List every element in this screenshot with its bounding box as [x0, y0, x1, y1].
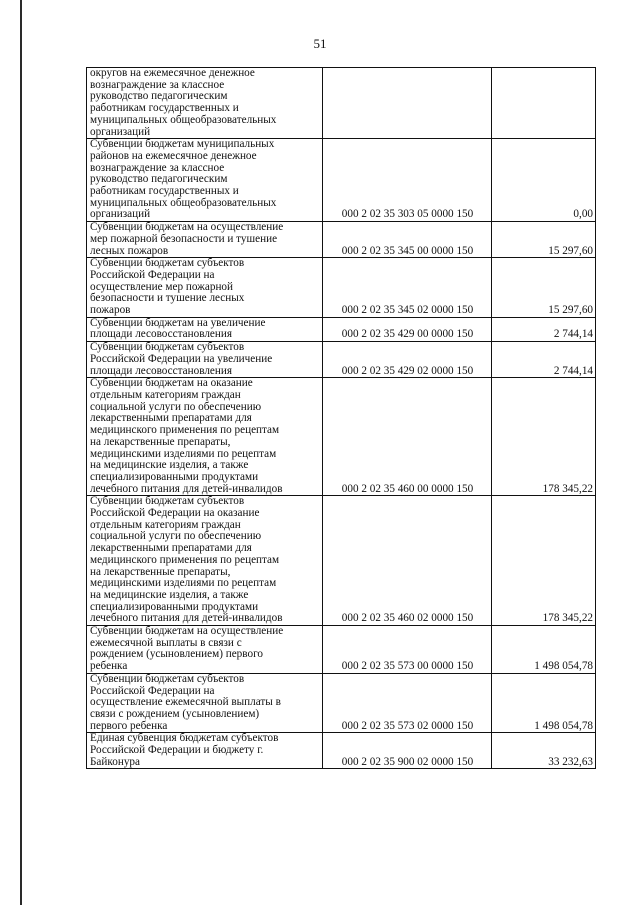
table-row: [87, 673, 596, 733]
row-name-line: Субвенции бюджетам субъектов: [90, 257, 245, 270]
row-code-cell: 000 2 02 35 573 02 0000 150: [323, 673, 492, 733]
row-name-line: руководство педагогическим: [90, 90, 228, 103]
row-name-line: мер пожарной безопасности и тушение: [90, 232, 278, 245]
row-code-cell: 000 2 02 35 303 05 0000 150: [323, 139, 492, 222]
row-amount-cell: [492, 68, 596, 139]
row-name-line: Российской Федерации на: [90, 268, 215, 281]
table-row: [87, 222, 596, 258]
row-name-line: безопасности и тушение лесных: [90, 292, 245, 305]
table-row: [87, 496, 596, 626]
table-body: [87, 68, 596, 769]
row-name-line: отдельным категориям граждан: [90, 388, 241, 401]
row-name-cell: [87, 673, 323, 733]
row-code-cell: 000 2 02 35 460 00 0000 150: [323, 378, 492, 496]
row-name-cell: [87, 317, 323, 341]
row-name-line: Субвенции бюджетам субъектов: [90, 495, 245, 508]
row-name-line: Субвенции бюджетам субъектов: [90, 341, 245, 354]
page-number: 51: [313, 36, 327, 51]
row-name-line: ребенка: [90, 660, 128, 673]
row-name-line: лекарственными препаратами для: [90, 542, 252, 555]
table-row: [87, 626, 596, 674]
row-name-line: рождением (усыновлением) первого: [90, 648, 263, 661]
row-name-line: на лекарственные препараты,: [90, 435, 231, 448]
row-name-line: первого ребенка: [90, 719, 168, 732]
row-amount-cell: 15 297,60: [492, 222, 596, 258]
row-code-cell: 000 2 02 35 573 00 0000 150: [323, 626, 492, 674]
table-row: [87, 68, 596, 139]
table-row: [87, 139, 596, 222]
row-name-line: осуществление ежемесячной выплаты в: [90, 696, 281, 709]
row-name-line: специализированными продуктами: [90, 470, 259, 483]
row-name-line: лесных пожаров: [90, 244, 169, 257]
row-name-line: социальной услуги по обеспечению: [90, 530, 262, 543]
row-name-line: социальной услуги по обеспечению: [90, 400, 262, 413]
row-code-cell: 000 2 02 35 345 02 0000 150: [323, 258, 492, 318]
row-name-line: районов на ежемесячное денежное: [90, 149, 257, 162]
row-amount-cell: 178 345,22: [492, 378, 596, 496]
row-name-line: руководство педагогическим: [90, 173, 228, 186]
row-name-cell: [87, 258, 323, 318]
row-amount-cell: 178 345,22: [492, 496, 596, 626]
row-name-line: работникам государственных и: [90, 102, 239, 115]
row-name-line: медицинскими изделиями по рецептам: [90, 447, 277, 460]
row-amount-cell: 2 744,14: [492, 317, 596, 341]
row-name-cell: [87, 342, 323, 378]
row-name-line: Байконура: [90, 755, 140, 768]
row-name-line: работникам государственных и: [90, 185, 239, 198]
row-name-line: площади лесовосстановления: [90, 364, 232, 377]
row-name-line: вознаграждение за классное: [90, 78, 225, 91]
row-name-line: Российской Федерации на: [90, 684, 215, 697]
row-name-line: медицинскими изделиями по рецептам: [90, 577, 277, 590]
row-amount-cell: 0,00: [492, 139, 596, 222]
row-name-cell: [87, 139, 323, 222]
row-name-line: лечебного питания для детей-инвалидов: [90, 612, 283, 625]
row-name-cell: [87, 378, 323, 496]
row-name-line: связи с рождением (усыновлением): [90, 707, 260, 720]
row-name-line: на медицинские изделия, а также: [90, 459, 249, 472]
row-name-line: специализированными продуктами: [90, 600, 259, 613]
row-name-line: Российской Федерации и бюджету г.: [90, 744, 264, 757]
table-row: [87, 317, 596, 341]
row-name-cell: [87, 496, 323, 626]
row-name-line: округов на ежемесячное денежное: [90, 67, 255, 79]
row-name-line: Субвенции бюджетам на оказание: [90, 377, 253, 390]
row-name-line: Субвенции бюджетам на осуществление: [90, 221, 284, 234]
table-row: [87, 342, 596, 378]
table-row: [87, 378, 596, 496]
row-code-cell: 000 2 02 35 429 00 0000 150: [323, 317, 492, 341]
row-name-line: Субвенции бюджетам на осуществление: [90, 625, 284, 638]
row-name-line: ежемесячной выплаты в связи с: [90, 636, 242, 649]
row-name-line: медицинского применения по рецептам: [90, 424, 280, 437]
row-name-line: лечебного питания для детей-инвалидов: [90, 482, 283, 495]
row-code-cell: [323, 68, 492, 139]
row-name-line: Субвенции бюджетам на увеличение: [90, 316, 266, 329]
row-name-line: муниципальных общеобразовательных: [90, 113, 277, 126]
row-name-line: медицинского применения по рецептам: [90, 553, 280, 566]
row-code-cell: 000 2 02 35 345 00 0000 150: [323, 222, 492, 258]
row-amount-cell: 1 498 054,78: [492, 626, 596, 674]
row-amount-cell: 15 297,60: [492, 258, 596, 318]
row-amount-cell: 33 232,63: [492, 733, 596, 769]
row-amount-cell: 1 498 054,78: [492, 673, 596, 733]
row-name-line: лекарственными препаратами для: [90, 412, 252, 425]
row-name-line: осуществление мер пожарной: [90, 280, 234, 293]
row-name-line: Субвенции бюджетам муниципальных: [90, 138, 275, 151]
row-name-line: площади лесовосстановления: [90, 328, 232, 341]
row-name-line: на медицинские изделия, а также: [90, 588, 249, 601]
row-name-line: муниципальных общеобразовательных: [90, 196, 277, 209]
table-row: [87, 258, 596, 318]
left-margin-line: [20, 0, 22, 905]
row-name-cell: [87, 222, 323, 258]
row-name-line: Российской Федерации на увеличение: [90, 352, 273, 365]
row-name-cell: [87, 68, 323, 139]
row-name-line: Единая субвенция бюджетам субъектов: [90, 732, 279, 745]
row-name-line: на лекарственные препараты,: [90, 565, 231, 578]
row-name-line: организаций: [90, 208, 151, 221]
row-name-line: организаций: [90, 125, 151, 138]
row-amount-cell: 2 744,14: [492, 342, 596, 378]
row-name-line: пожаров: [90, 304, 131, 317]
row-name-cell: [87, 626, 323, 674]
row-code-cell: 000 2 02 35 460 02 0000 150: [323, 496, 492, 626]
budget-table: [86, 67, 596, 769]
row-name-line: отдельным категориям граждан: [90, 518, 241, 531]
row-name-cell: [87, 733, 323, 769]
row-name-line: Субвенции бюджетам субъектов: [90, 672, 245, 685]
table-row: [87, 733, 596, 769]
row-name-line: вознаграждение за классное: [90, 161, 225, 174]
row-code-cell: 000 2 02 35 429 02 0000 150: [323, 342, 492, 378]
row-name-line: Российской Федерации на оказание: [90, 507, 260, 520]
row-code-cell: 000 2 02 35 900 02 0000 150: [323, 733, 492, 769]
